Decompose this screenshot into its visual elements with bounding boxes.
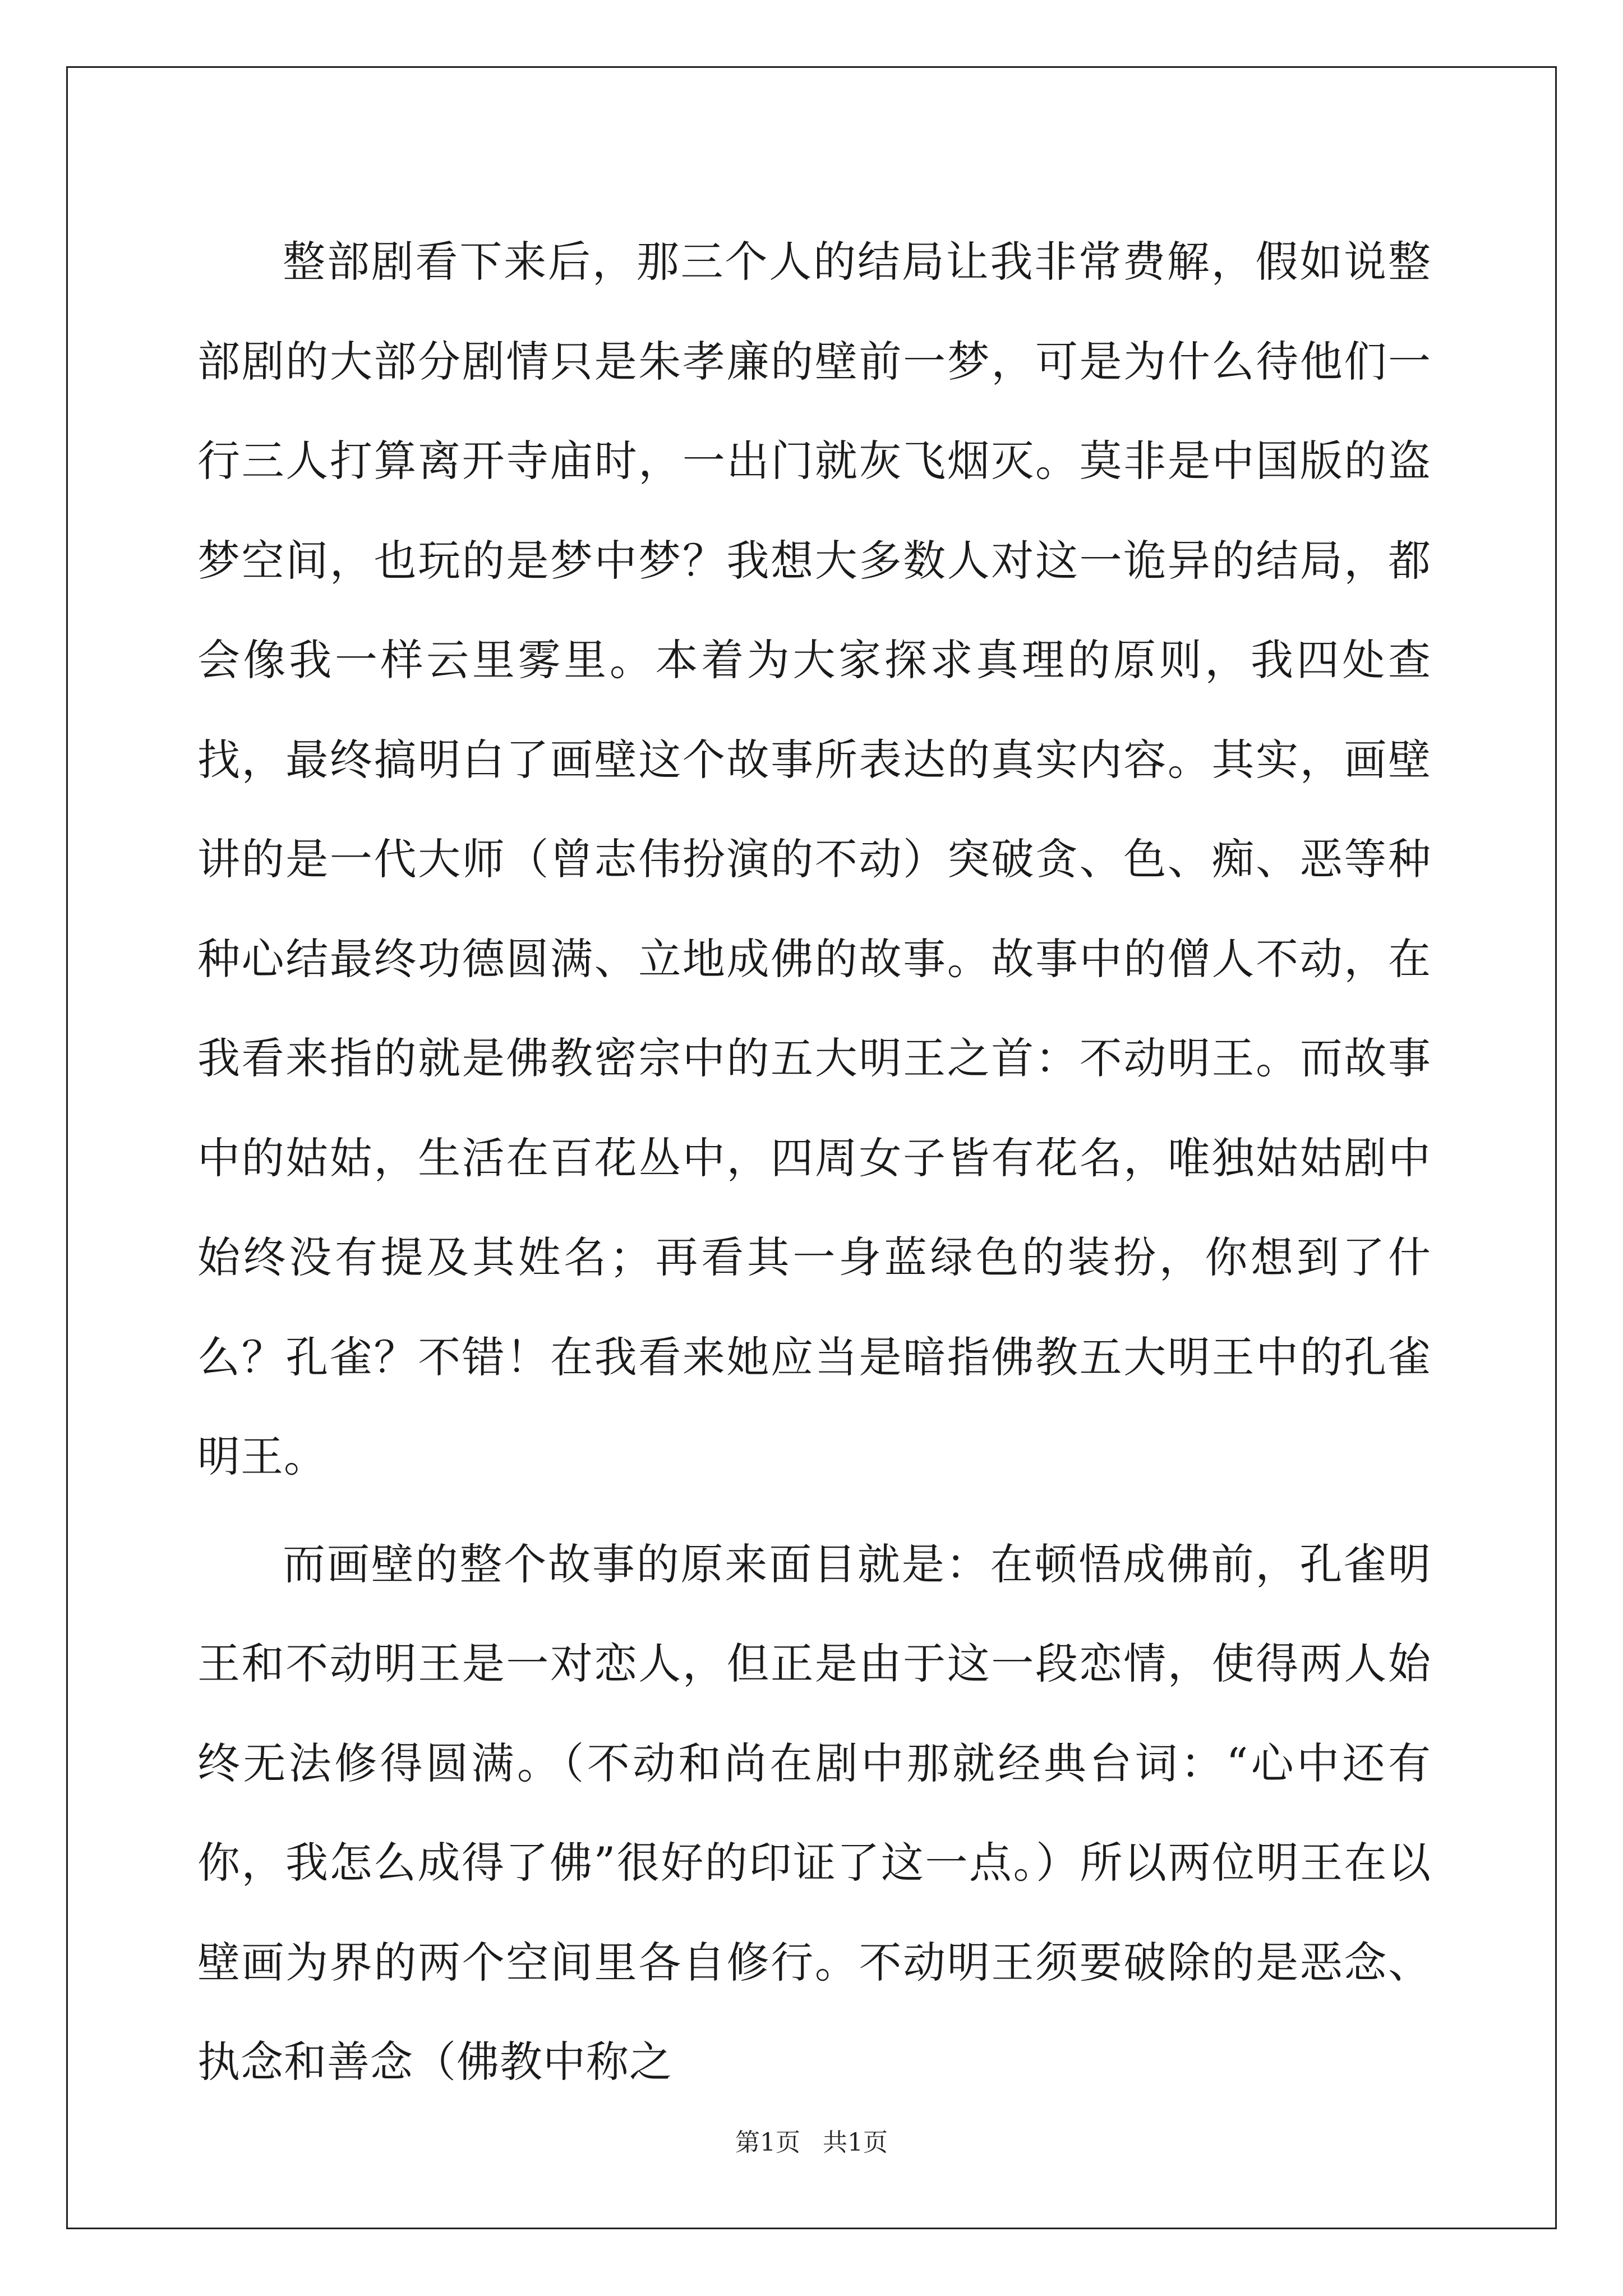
page-footer [0, 2126, 1623, 2160]
paragraph-2: 而画壁的整个故事的原来面目就是：在顿悟成佛前，孔雀明王和不动明王是一对恋人，但正是由于这一段恋情，使得两人始终无法修得圆满。（不动和尚在剧中那就经典台词：“心中还有你，我怎么成得了佛”很好的印证了这一点。）所以两位明王在以壁画为界的两个空间里各自修行。不动明王须要破除的是恶念、执念和善念（佛教中称之 [197, 1539, 1431, 2087]
document-body [197, 212, 1431, 2112]
page-total: 共1页 [823, 2128, 888, 2157]
page-number: 第1页 [735, 2128, 800, 2157]
paragraph-1: 整部剧看下来后，那三个人的结局让我非常费解，假如说整部剧的大部分剧情只是朱孝廉的壁前一梦，可是为什么待他们一行三人打算离开寺庙时，一出门就灰飞烟灭。莫非是中国版的盗梦空间，也玩的是梦中梦？我想大多数人对这一诡异的结局，都会像我一样云里雾里。本着为大家探求真理的原则，我四处查找，最终搞明白了画壁这个故事所表达的真实内容。其实，画壁讲的是一代大师（曾志伟扮演的不动）突破贪、色、痴、恶等种种心结最终功德圆满、立地成佛的故事。故事中的僧人不动，在我看来指的就是佛教密宗中的五大明王之首：不动明王。而故事中的姑姑，生活在百花丛中，四周女子皆有花名，唯独姑姑剧中始终没有提及其姓名；再看其一身蓝绿色的装扮，你想到了什么？孔雀？不错！在我看来她应当是暗指佛教五大明王中的孔雀明王。 [197, 237, 1431, 1481]
